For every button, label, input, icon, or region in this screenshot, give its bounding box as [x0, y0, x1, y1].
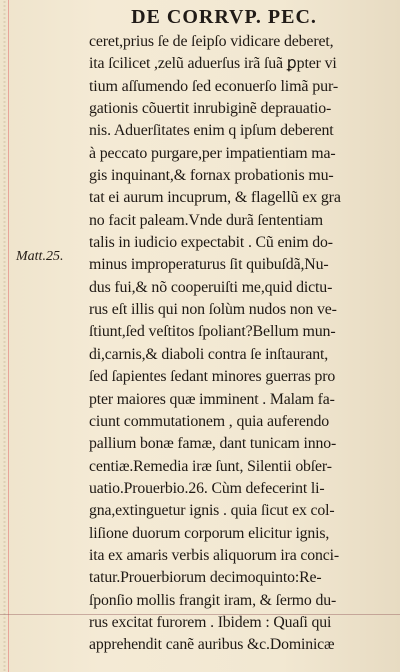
text-line-content: tat ei aurum incuprum, & flagellũ ex gra	[89, 188, 341, 207]
text-line-content: talis in iudicio expectabit . Cũ enim do-	[89, 233, 333, 252]
text-line-content: dus fui,& nõ cooperuiſti me,quid dictu-	[89, 277, 333, 296]
text-line	[89, 432, 392, 454]
text-line	[89, 365, 392, 387]
text-line-content: no facit paleam.Vnde durã ſententiam	[89, 210, 323, 229]
text-line	[89, 522, 392, 544]
text-line-content: à peccato purgare,per impatientiam ma-	[89, 143, 336, 162]
text-line	[89, 410, 392, 432]
text-line	[89, 52, 392, 74]
text-line-content: gis inquinant,& fornax probationis mu-	[89, 166, 334, 185]
text-line	[89, 231, 392, 253]
text-line-content: minus improperaturus ſit quibuſdã,Nu-	[89, 255, 329, 274]
text-line	[89, 164, 392, 186]
text-line-content: rus eſt illis qui non ſolùm nudos non ve-	[89, 300, 337, 319]
text-line-content: gationis cõuertit inrubiginẽ deprauatio-	[89, 99, 332, 118]
text-line-content: uatio.Prouerbio.26. Cùm defecerint li-	[89, 478, 325, 497]
running-head: DE CORRVP. PEC.	[131, 6, 317, 28]
text-line-content: ſponſio mollis frangit iram, & ſermo du-	[89, 590, 337, 609]
text-line	[89, 186, 392, 208]
text-line-content: gna,extinguetur ignis . quia ſicut ex col-	[89, 501, 335, 520]
text-line	[89, 142, 392, 164]
text-line	[89, 30, 392, 52]
text-line	[89, 343, 392, 365]
text-line-content: ſed ſapientes ſedant minores guerras pro	[89, 367, 336, 386]
text-line-content: di,carnis,& diaboli contra ſe inſtaurant,	[89, 344, 329, 363]
text-line-content: pter maiores quæ imminent . Malam fa-	[89, 389, 335, 408]
text-line	[89, 499, 392, 521]
text-line	[89, 388, 392, 410]
text-line	[89, 75, 392, 97]
text-line	[89, 589, 392, 611]
text-line-content: ciunt commutationem , quia auferendo	[89, 411, 330, 430]
text-line	[89, 544, 392, 566]
text-line	[89, 477, 392, 499]
text-line-content: pallium bonæ famæ, dant tunicam inno-	[89, 434, 337, 453]
text-line	[89, 298, 392, 320]
text-line	[89, 276, 392, 298]
text-line-content: ita ſcilicet ,zelũ aduerſus irã ſuã ꝑpter vi	[89, 54, 337, 73]
page-edge-line	[8, 0, 9, 672]
text-line-content: liſione duorum corporum elicitur ignis,	[89, 523, 330, 542]
text-line	[89, 455, 392, 477]
page-edge-texture	[3, 0, 6, 672]
text-line-content: ſtiunt,ſed veſtitos ſpoliant?Bellum mun-	[89, 322, 336, 341]
text-line	[89, 320, 392, 342]
text-line-content: tatur.Prouerbiorum decimoquinto:Re-	[89, 568, 322, 587]
text-line	[89, 633, 392, 655]
text-block	[89, 30, 392, 656]
text-line-content: nis. Aduerſitates enim q ipſum deberent	[89, 121, 334, 140]
margin-note: Matt.25.	[16, 249, 64, 264]
text-line-content: centiæ.Remedia iræ ſunt, Silentii obſer-	[89, 456, 332, 475]
text-line-content: ita ex amaris verbis aliquorum ira conci-	[89, 545, 339, 564]
text-line-content: ceret,prius ſe de ſeipſo vidicare deberet,	[89, 32, 334, 50]
text-line	[89, 97, 392, 119]
text-line-content: apprehendit canẽ auribus &c.Dominicæ	[89, 635, 335, 654]
text-line-content: tium aſſumendo ſed econuerſo limã pur-	[89, 76, 339, 95]
text-line	[89, 119, 392, 141]
text-line-content: rus excitat furorem . Ibidem : Quaſi qui	[89, 612, 332, 631]
text-line	[89, 209, 392, 231]
text-line	[89, 611, 392, 633]
text-line	[89, 566, 392, 588]
text-line	[89, 253, 392, 275]
